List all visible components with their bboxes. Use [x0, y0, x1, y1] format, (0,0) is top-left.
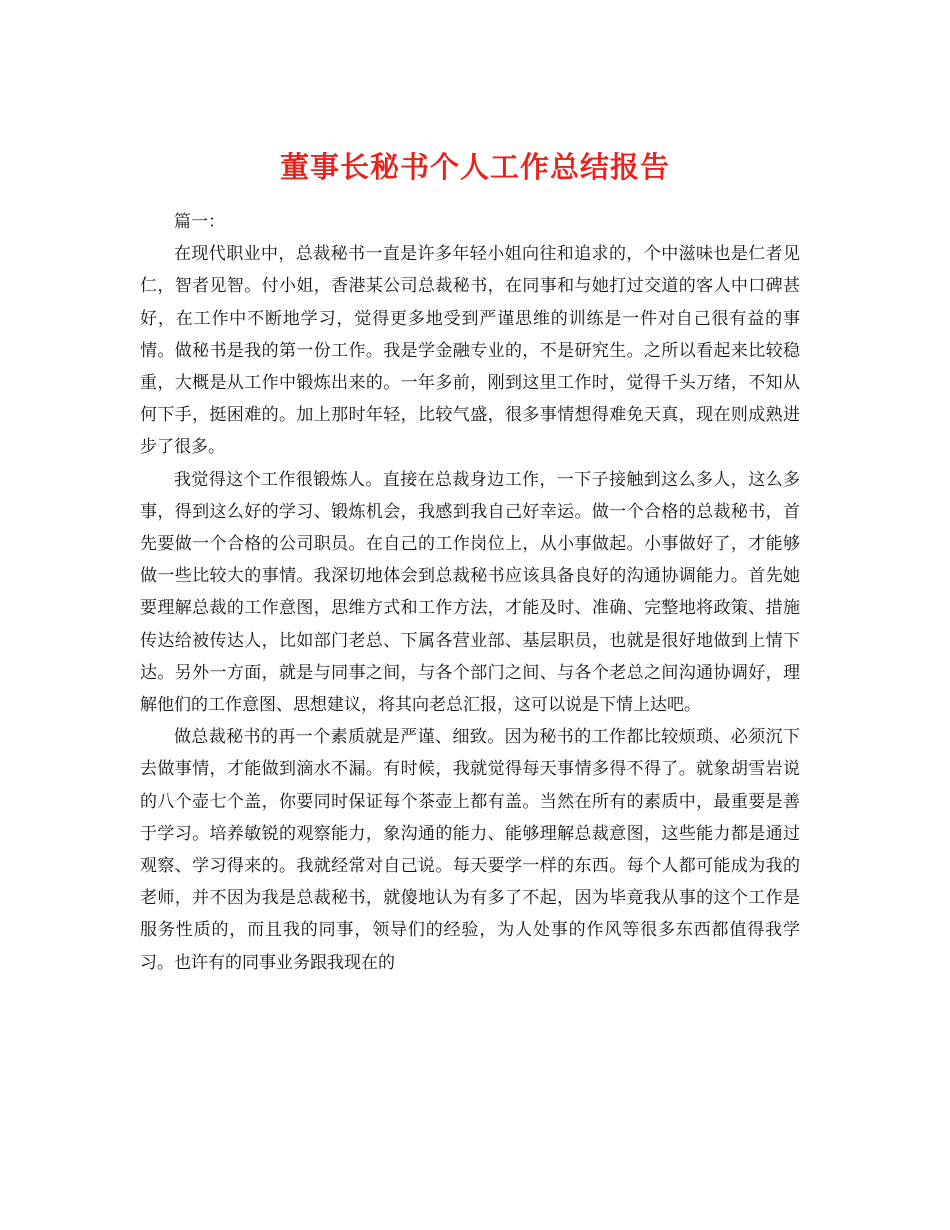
paragraph-2: 我觉得这个工作很锻炼人。直接在总裁身边工作，一下子接触到这么多人，这么多事，得到这么好的学习、锻炼机会，我感到我自己好幸运。做一个合格的总裁秘书，首先要做一个合格的公司职员。在自己的工作岗位上，从小事做起。小事做好了，才能够做一些比较大的事情。我深切地体会到总裁秘书应该具备良好的沟通协调能力。首先她要理解总裁的工作意图，思维方式和工作方法，才能及时、准确、完整地将政策、措施传达给被传达人，比如部门老总、下属各营业部、基层职员，也就是很好地做到上情下达。另外一方面，就是与同事之间，与各个部门之间、与各个老总之间沟通协调好，理解他们的工作意图、思想建议，将其向老总汇报，这可以说是下情上达吧。 — [140, 469, 800, 716]
section-label: 篇一： — [174, 212, 225, 232]
document-body — [140, 206, 800, 979]
paragraph-1: 在现代职业中，总裁秘书一直是许多年轻小姐向往和追求的，个中滋味也是仁者见仁，智者见智。付小姐，香港某公司总裁秘书，在同事和与她打过交道的客人中口碑甚好，在工作中不断地学习，觉得更多地受到严谨思维的训练是一件对自己很有益的事情。做秘书是我的第一份工作。我是学金融专业的，不是研究生。之所以看起来比较稳重，大概是从工作中锻炼出来的。一年多前，刚到这里工作时，觉得千头万绪，不知从何下手，挺困难的。加上那时年轻，比较气盛，很多事情想得难免天真，现在则成熟进步了很多。 — [140, 244, 800, 458]
paragraph-3: 做总裁秘书的再一个素质就是严谨、细致。因为秘书的工作都比较烦琐、必须沉下去做事情，才能做到滴水不漏。有时候，我就觉得每天事情多得不得了。就象胡雪岩说的八个壶七个盖，你要同时保证每个茶壶上都有盖。当然在所有的素质中，最重要是善于学习。培养敏锐的观察能力，象沟通的能力、能够理解总裁意图，这些能力都是通过观察、学习得来的。我就经常对自己说。每天要学一样的东西。每个人都可能成为我的老师，并不因为我是总裁秘书，就傻地认为有多了不起，因为毕竟我从事的这个工作是服务性质的，而且我的同事，领导们的经验，为人处事的作风等很多东西都值得我学习。也许有的同事业务跟我现在的 — [140, 727, 800, 973]
document-title: 董事长秘书个人工作总结报告 — [279, 150, 670, 185]
